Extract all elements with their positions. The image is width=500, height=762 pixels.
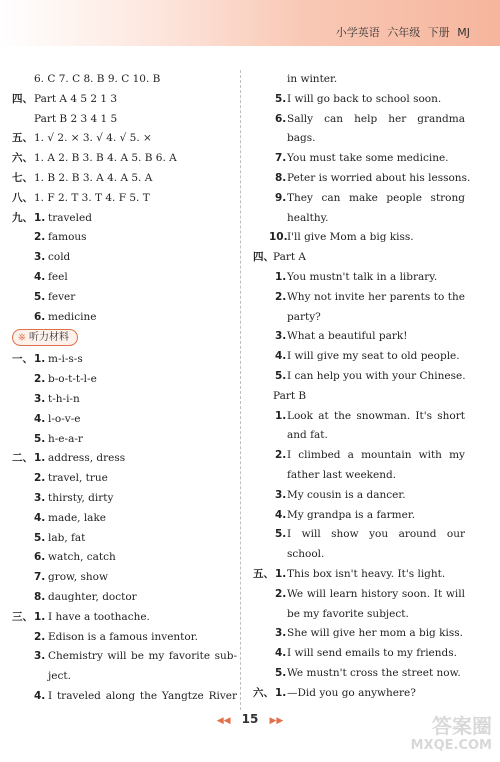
item-text: lab, fat <box>48 531 86 544</box>
section-marker: 七、 <box>12 171 33 184</box>
text-line <box>12 209 237 229</box>
watermark-logo <box>411 716 492 756</box>
item-text: This box isn't heavy. It's light. <box>287 567 446 580</box>
item-text: medicine <box>48 310 97 323</box>
item-text: We mustn't cross the street now. <box>287 666 461 679</box>
item-number: 8. <box>34 590 46 603</box>
text-line <box>253 644 465 664</box>
item-text: Part A <box>273 251 307 264</box>
section-marker: 一、 <box>12 353 33 366</box>
text-line <box>12 548 237 568</box>
item-text: They can make people strong <box>287 191 465 204</box>
item-text: bags. <box>287 132 316 145</box>
listening-material-badge <box>12 329 78 346</box>
answer-list <box>12 70 237 327</box>
text-line <box>12 268 237 288</box>
text-line <box>253 664 465 684</box>
item-text: What a beautiful park! <box>287 330 408 343</box>
item-text: My grandpa is a farmer. <box>287 508 416 521</box>
section-marker: 九、 <box>12 211 33 224</box>
item-text: thirsty, dirty <box>48 491 114 504</box>
item-text: t-h-i-n <box>48 392 80 405</box>
item-text: and fat. <box>287 429 328 442</box>
item-text: daughter, doctor <box>48 590 137 603</box>
text-line <box>253 387 465 407</box>
item-number: 5. <box>275 666 287 679</box>
section-marker: 四、 <box>253 251 274 264</box>
item-text: in winter. <box>287 73 338 85</box>
text-line <box>12 90 237 110</box>
item-number: 4. <box>34 689 46 702</box>
text-line <box>253 466 465 486</box>
item-text: I can help you with your Chinese. <box>287 369 466 382</box>
item-text: I will go back to school soon. <box>287 92 442 105</box>
section-marker: 四、 <box>12 92 33 105</box>
text-line <box>253 426 465 446</box>
item-number: 1. <box>34 211 46 224</box>
text-line <box>12 667 237 687</box>
section-marker: 五、 <box>253 567 274 580</box>
item-text: 1. √ 2. × 3. √ 4. √ 5. × <box>34 132 152 145</box>
item-text: Part A 4 5 2 1 3 <box>34 92 118 105</box>
section-marker: 三、 <box>12 610 33 623</box>
item-number: 8. <box>275 171 287 184</box>
text-line <box>253 169 471 189</box>
item-number: 2. <box>275 587 287 600</box>
item-text: Peter is worried about his lessons. <box>287 171 471 184</box>
text-line <box>253 565 465 585</box>
text-line <box>12 628 237 648</box>
text-line <box>253 288 465 308</box>
item-number: 1. <box>275 409 287 422</box>
text-line <box>253 268 465 288</box>
text-line <box>12 687 237 707</box>
text-line <box>12 568 237 588</box>
text-line <box>253 90 465 110</box>
headphones-icon: ⎈ <box>18 332 26 344</box>
item-text: school. <box>287 548 325 561</box>
item-text: You mustn't talk in a library. <box>287 270 438 283</box>
item-text: I will send emails to my friends. <box>287 647 457 660</box>
text-line <box>12 529 237 549</box>
item-number: 10. <box>269 231 288 244</box>
item-number: 5. <box>275 528 287 541</box>
text-line <box>253 189 465 209</box>
item-number: 3. <box>275 627 287 640</box>
item-text: I climbed a mountain with my <box>287 449 465 462</box>
item-number: 6. <box>34 551 46 564</box>
item-number: 1. <box>34 452 46 465</box>
item-number: 2. <box>275 449 287 462</box>
text-line <box>253 585 465 605</box>
text-line <box>253 367 465 387</box>
item-number: 2. <box>34 373 46 386</box>
text-line <box>12 129 237 149</box>
text-line <box>253 327 465 347</box>
prev-page-icon: ◀◀ <box>216 716 231 726</box>
text-line <box>12 308 237 328</box>
item-text: b-o-t-t-l-e <box>48 373 97 386</box>
item-text: 1. F 2. T 3. T 4. F 5. T <box>34 191 150 204</box>
item-number: 4. <box>34 270 46 283</box>
item-text: Part B 2 3 4 1 5 <box>34 112 118 125</box>
text-line <box>253 624 465 644</box>
left-column <box>12 70 237 707</box>
item-text: feel <box>48 270 68 283</box>
text-line <box>12 370 237 390</box>
item-number: 6. <box>34 310 46 323</box>
item-number: 3. <box>275 330 287 343</box>
item-text: traveled <box>48 211 92 224</box>
item-text: We will learn history soon. It will <box>287 587 465 600</box>
text-line <box>12 228 237 248</box>
item-number: 3. <box>34 491 46 504</box>
item-number: 1. <box>34 610 46 623</box>
item-number: 5. <box>34 531 46 544</box>
item-number: 1. <box>275 270 287 283</box>
item-text: 6. C 7. C 8. B 9. C 10. B <box>34 73 161 85</box>
header-title: 小学英语 六年级 下册 MJ <box>335 26 470 39</box>
text-line <box>253 605 465 625</box>
item-number: 3. <box>34 650 46 663</box>
text-line <box>12 647 237 667</box>
text-line <box>253 248 465 268</box>
item-text: My cousin is a dancer. <box>287 488 406 501</box>
text-line <box>253 446 465 466</box>
item-number: 2. <box>34 472 46 485</box>
item-text: Edison is a famous inventor. <box>48 630 198 643</box>
page-number: 15 <box>241 712 259 726</box>
text-line <box>12 149 237 169</box>
item-number: 5. <box>275 92 287 105</box>
item-number: 5. <box>275 369 287 382</box>
item-number: 3. <box>275 488 287 501</box>
text-line <box>253 149 465 169</box>
text-line <box>253 525 465 545</box>
item-text: 1. A 2. B 3. B 4. A 5. B 6. A <box>34 152 177 165</box>
item-text: travel, true <box>48 472 108 485</box>
text-line <box>253 545 465 565</box>
item-text: I have a toothache. <box>48 610 150 623</box>
item-text: Look at the snowman. It's short <box>287 409 465 422</box>
item-text: I traveled along the Yangtze River <box>48 689 237 702</box>
item-text: famous <box>48 231 87 244</box>
text-line <box>253 486 465 506</box>
item-text: I will give my seat to old people. <box>287 350 460 363</box>
item-text: party? <box>287 310 321 323</box>
item-text: m-i-s-s <box>48 353 83 366</box>
item-number: 4. <box>275 350 287 363</box>
item-text: address, dress <box>48 452 126 465</box>
text-line <box>253 684 465 704</box>
section-marker: 六、 <box>253 686 274 699</box>
item-number: 7. <box>275 152 287 165</box>
text-line <box>12 430 237 450</box>
text-line <box>12 489 237 509</box>
item-text: I'll give Mom a big kiss. <box>287 231 414 244</box>
text-line <box>12 70 237 90</box>
item-number: 7. <box>34 571 46 584</box>
text-line <box>253 129 465 149</box>
item-text: grow, show <box>48 571 108 584</box>
watermark-line2: MXQE.COM <box>410 738 492 753</box>
text-line <box>12 469 237 489</box>
next-page-icon: ▶▶ <box>269 716 284 726</box>
item-text: healthy. <box>287 211 329 224</box>
right-column <box>253 70 471 704</box>
item-text: be my favorite subject. <box>287 607 409 620</box>
item-number: 5. <box>34 432 46 445</box>
item-text: —Did you go anywhere? <box>287 686 416 699</box>
item-text: Chemistry will be my favorite sub- <box>48 650 237 663</box>
text-line <box>12 248 237 268</box>
text-line <box>253 70 465 90</box>
item-number: 3. <box>34 392 46 405</box>
item-text: Why not invite her parents to the <box>287 290 465 303</box>
item-number: 2. <box>275 290 287 303</box>
section-marker: 六、 <box>12 152 33 165</box>
item-number: 1. <box>275 567 287 580</box>
item-number: 4. <box>275 647 287 660</box>
item-number: 6. <box>275 112 287 125</box>
text-line <box>12 449 237 469</box>
item-number: 2. <box>34 630 46 643</box>
text-line <box>12 509 237 529</box>
text-line <box>12 608 237 628</box>
item-number: 1. <box>34 353 46 366</box>
item-text: I will show you around our <box>287 528 465 541</box>
section-marker: 八、 <box>12 191 33 204</box>
text-line <box>12 390 237 410</box>
item-number: 1. <box>275 686 287 699</box>
text-line <box>253 209 465 229</box>
text-line <box>253 308 465 328</box>
item-number: 4. <box>275 508 287 521</box>
item-text: father last weekend. <box>287 468 397 481</box>
listening-material-label: 听力材料 <box>29 332 69 344</box>
item-number: 5. <box>34 290 46 303</box>
text-line <box>12 189 237 209</box>
watermark-line1: 答案圈 <box>432 714 492 738</box>
item-text: Sally can help her grandma <box>287 112 465 125</box>
text-line <box>253 110 465 130</box>
text-line <box>12 169 237 189</box>
text-line <box>12 410 237 430</box>
item-text: fever <box>48 290 76 303</box>
column-divider <box>240 70 241 710</box>
item-text: Part B <box>273 389 307 402</box>
text-line <box>12 110 237 130</box>
text-line <box>12 350 237 370</box>
item-number: 4. <box>34 412 46 425</box>
text-line <box>253 506 465 526</box>
item-text: l-o-v-e <box>48 412 81 425</box>
listening-script-list-continued <box>253 70 471 704</box>
item-number: 9. <box>275 191 287 204</box>
item-text: h-e-a-r <box>48 432 83 445</box>
section-marker: 二、 <box>12 452 33 465</box>
item-text: watch, catch <box>48 551 116 564</box>
item-text: She will give her mom a big kiss. <box>287 627 463 640</box>
item-text: cold <box>48 251 71 264</box>
text-line <box>12 588 237 608</box>
item-text: ject. <box>48 670 71 683</box>
text-line <box>253 407 465 427</box>
listening-script-list <box>12 350 237 706</box>
text-line <box>12 288 237 308</box>
item-number: 4. <box>34 511 46 524</box>
page-header <box>0 0 500 46</box>
section-marker: 五、 <box>12 132 33 145</box>
item-number: 2. <box>34 231 46 244</box>
item-text: 1. B 2. B 3. A 4. A 5. A <box>34 171 153 184</box>
text-line <box>253 228 465 248</box>
item-text: You must take some medicine. <box>287 152 449 165</box>
item-text: made, lake <box>48 511 107 524</box>
text-line <box>253 347 465 367</box>
item-number: 3. <box>34 251 46 264</box>
